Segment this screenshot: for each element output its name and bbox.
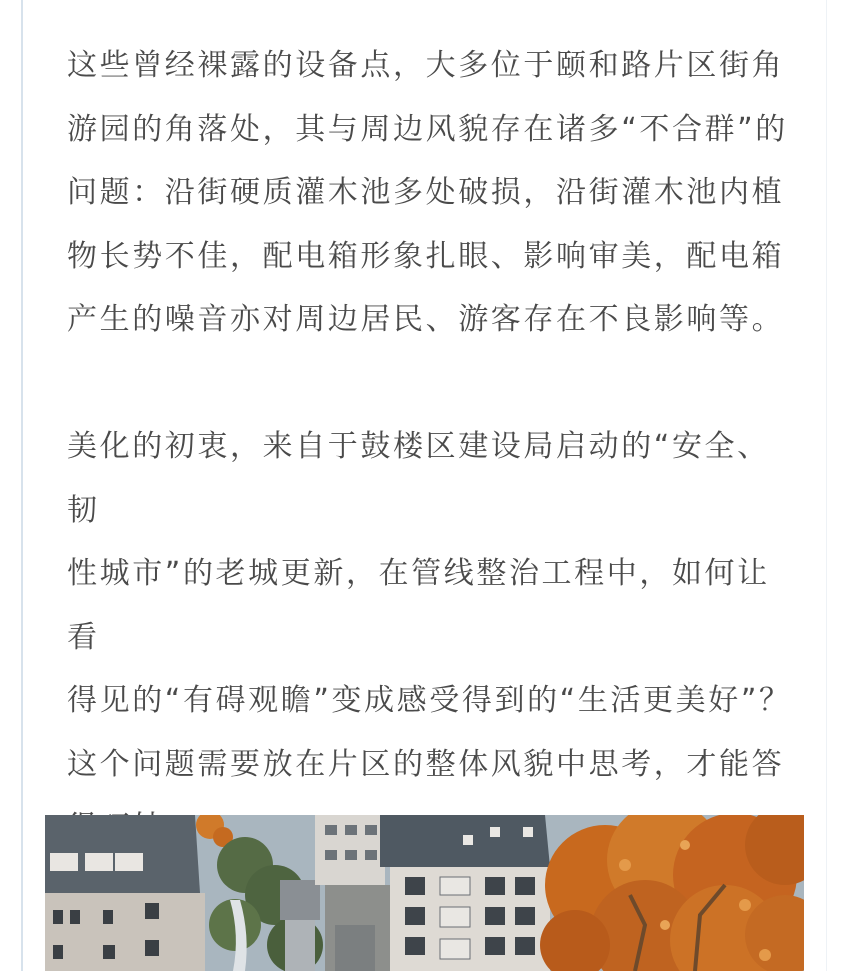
article-paragraph-1: 这些曾经裸露的设备点，大多位于颐和路片区街角 游园的角落处，其与周边风貌存在诸多“不合群”的 问题：沿街硬质灌木池多处破损，沿街灌木池内植 物长势不佳，配电箱形象扎眼、影响审美，配电箱 产生的噪音亦对周边居民、游客存在不良影响等。 (67, 48, 788, 337)
left-decorative-rule (21, 0, 23, 971)
street-view-photo (45, 815, 804, 971)
street-view-illustration (45, 815, 804, 971)
article-paragraph-2: 美化的初衷，来自于鼓楼区建设局启动的“安全、韧 性城市”的老城更新，在管线整治工程中，如何让看 得见的“有碍观瞻”变成感受得到的“生活更美好”？ 这个问题需要放在片区的整体风貌中思考，才能答 (67, 429, 792, 782)
right-decorative-rule (826, 0, 827, 971)
